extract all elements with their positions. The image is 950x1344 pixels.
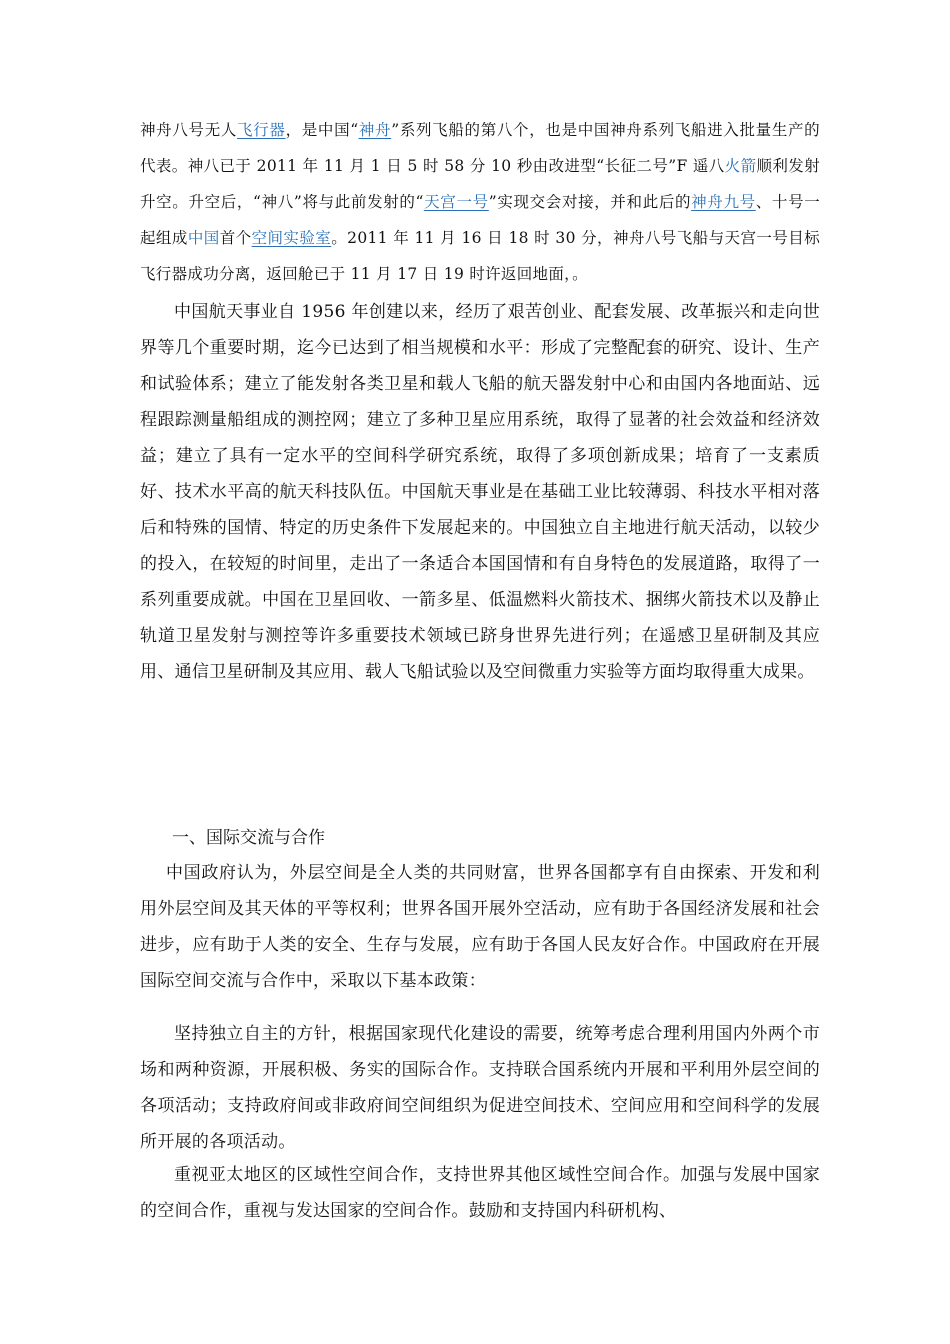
history-paragraph: 中国航天事业自 1956 年创建以来，经历了艰苦创业、配套发展、改革振兴和走向世界等几个重要时期，迄今已达到了相当规模和水平：形成了完整配套的研究、设计、生产和试验体系；建立了能发射各类卫星和载人飞船的航天器发射中心和由国内各地面站、远程跟踪测量船组成的测控网；建立了多种卫星应用系统，取得了显著的社会效益和经济效益；建立了具有一定水平的空间科学研究系统，取得了多项创新成果；培育了一支素质好、技术水平高的航天科技队伍。中国航天事业是在基础工业比较薄弱、科技水平相对落后和特殊的国情、特定的历史条件下发展起来的。中国独立自主地进行航天活动，以较少的投入，在较短的时间里，走出了一条适合本国国情和有自身特色的发展道路，取得了一系列重要成就。中国在卫星回收、一箭多星、低温燃料火箭技术、捆绑火箭技术以及静止轨道卫星发射与测控等许多重要技术领域已跻身世界先进行列；在遥感卫星研制及其应用、通信卫星研制及其应用、载人飞船试验以及空间微重力实验等方面均取得重大成果。 — [140, 302, 820, 682]
intro-text-5: ”实现交会对接，并和此后的 — [488, 193, 692, 211]
intro-text-4: 顺利发射升空。升空后，“神八”将与此前发射的“ — [140, 157, 820, 211]
intro-text-6: 、十号一起组成 — [140, 193, 821, 247]
link-shenzhou[interactable]: 神舟 — [358, 121, 392, 139]
intro-text-8: 。2011 年 11 月 16 日 18 时 30 分，神舟八号飞船与天宫一号目标飞行器成功分离，返回舱已于 11 月 17 日 19 时许返回地面，。 — [140, 229, 820, 283]
link-rocket[interactable]: 火箭 — [724, 157, 757, 175]
link-china[interactable]: 中国 — [187, 229, 220, 247]
intro-text-2: ，是中国“ — [285, 121, 359, 139]
independence-paragraph: 坚持独立自主的方针，根据国家现代化建设的需要，统筹考虑合理利用国内外两个市场和两种资源，开展积极、务实的国际合作。支持联合国系统内开展和平利用外层空间的各项活动；支持政府间或非政府间空间组织为促进空间技术、空间应用和空间科学的发展所开展的各项活动。 — [140, 1024, 820, 1152]
link-space-lab[interactable]: 空间实验室 — [251, 229, 332, 247]
regional-cooperation-paragraph: 重视亚太地区的区域性空间合作，支持世界其他区域性空间合作。加强与发展中国家的空间合作，重视与发达国家的空间合作。鼓励和支持国内科研机构、 — [140, 1165, 820, 1221]
link-shenzhou9[interactable]: 神舟九号 — [691, 193, 756, 211]
intro-text-3: ”系列飞船的第八个，也是中国神舟系列飞船进入批量生产的代表。神八已于 2011 年 11 月 1 日 5 时 58 分 10 秒由改进型“长征二号”F 遥八 — [140, 121, 820, 175]
link-tiangong[interactable]: 天宫一号 — [423, 193, 489, 211]
intro-text-1: 神舟八号无人 — [140, 121, 238, 139]
section-heading: 一、国际交流与合作 — [172, 828, 325, 848]
link-aircraft[interactable]: 飞行器 — [237, 121, 286, 139]
policy-paragraph: 中国政府认为，外层空间是全人类的共同财富，世界各国都享有自由探索、开发和利用外层空间及其天体的平等权利；世界各国开展外空活动，应有助于各国经济发展和社会进步，应有助于人类的安全、生存与发展，应有助于各国人民友好合作。中国政府在开展国际空间交流与合作中，采取以下基本政策： — [140, 863, 820, 991]
intro-text-7: 首个 — [219, 229, 252, 247]
intro-paragraph — [140, 112, 820, 292]
